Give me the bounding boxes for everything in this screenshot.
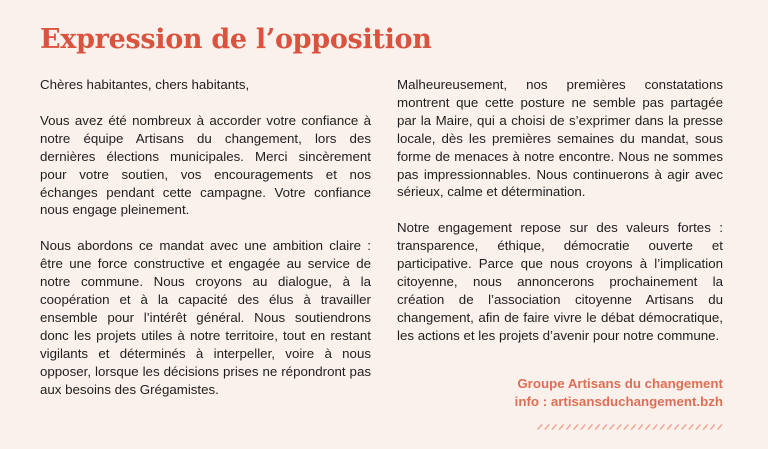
- signature-group: Groupe Artisans du changement: [517, 376, 723, 391]
- greeting: Chères habitantes, chers habitants,: [40, 77, 250, 92]
- signature-contact: info : artisansduchangement.bzh: [514, 394, 723, 409]
- right-column: [397, 76, 723, 363]
- page-title: Expression de l’opposition: [40, 24, 432, 55]
- paragraph-commitment: Notre engagement repose sur des valeurs fortes : transparence, éthique, démocratie ouverte et participative. Parce que nous croyons à l’implication citoyenne, nous annoncerons prochainement la création de l’association citoyenne Artisans du changement, afin de faire vivre le débat démocratique, les actions et les projets d’avenir pour notre commune.: [397, 220, 723, 343]
- paragraph-observations: Malheureusement, nos premières constatations montrent que cette posture ne semble pas partagée par la Maire, qui a choisi de s’exprimer dans la presse locale, dès les premières semaines du mandat, sous forme de menaces à notre encontre. Nous ne sommes pas impressionnables. Nous continuerons à agir avec sérieux, calme et détermination.: [397, 77, 723, 200]
- paragraph-thanks: Vous avez été nombreux à accorder votre confiance à notre équipe Artisans du changement, lors des dernières élections municipales. Merci sincèrement pour votre soutien, vos encouragements et nos échanges pendant cette campagne. Votre confiance nous engage pleinement.: [40, 112, 371, 218]
- left-column: [40, 76, 371, 417]
- paragraph-ambition: Nous abordons ce mandat avec une ambition claire : être une force constructive et engagée au service de notre commune. Nous croyons au dialogue, à la coopération et à la capacité des élus à travailler ensemble pour l’intérêt général. Nous soutiendrons donc les projets utiles à notre territoire, tout en restant vigilants et déterminés à interpeller, voire à nous opposer, lorsque les décisions prises ne répondront pas aux besoins des Grégamistes.: [40, 238, 371, 397]
- signature-block: [515, 375, 723, 411]
- decorative-dash-line: [536, 424, 724, 430]
